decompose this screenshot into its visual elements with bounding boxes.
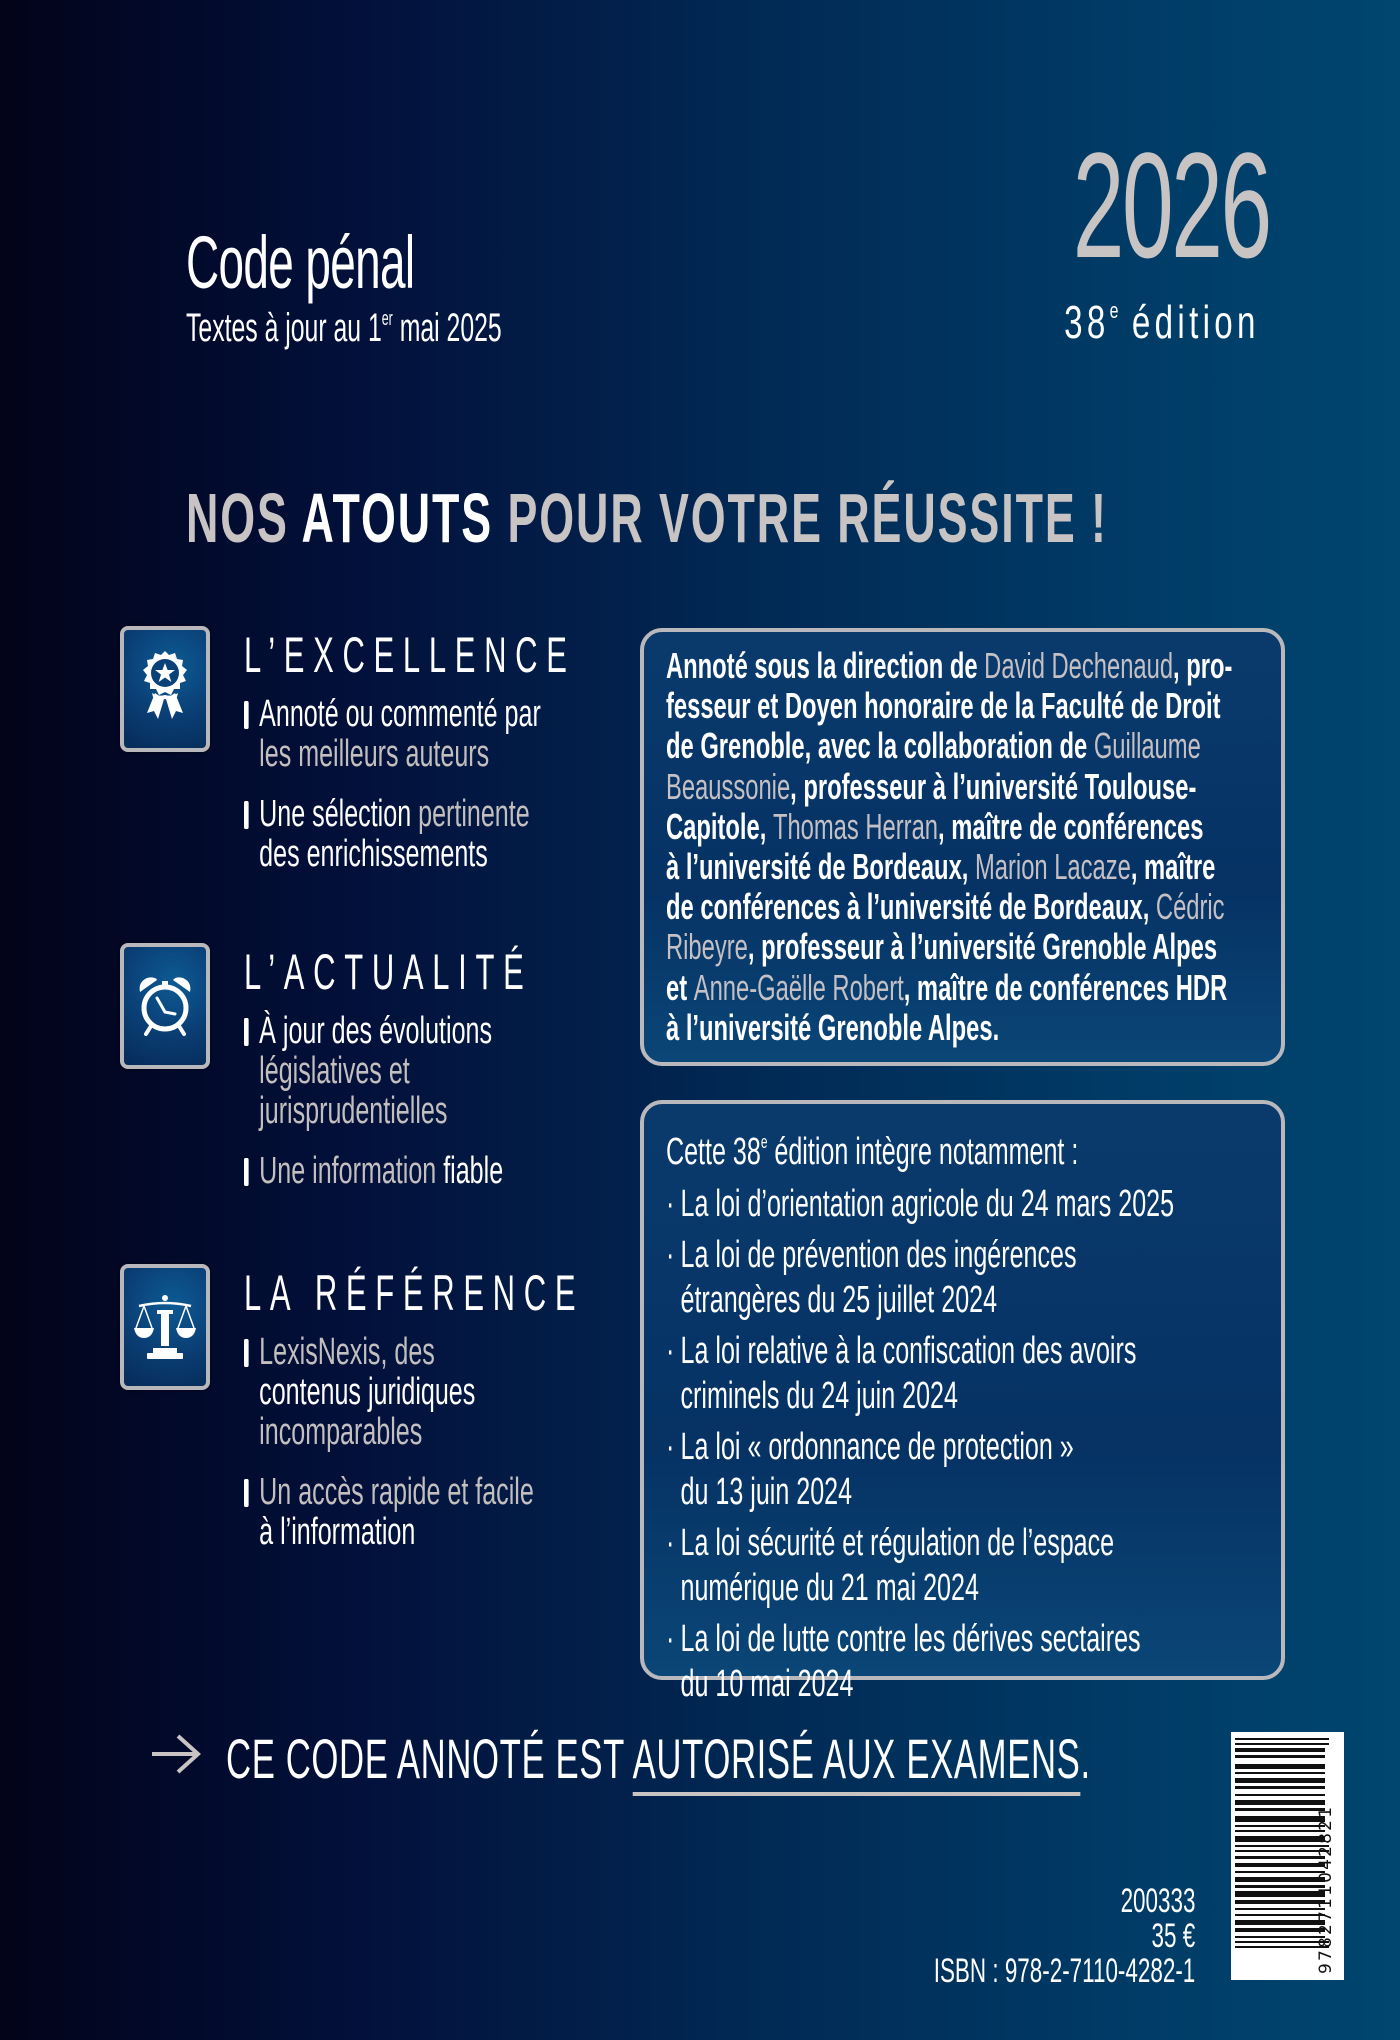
authors-line (666, 807, 1232, 847)
bullet-text: Une sélection (259, 793, 419, 835)
authors-text (666, 646, 1232, 1048)
bullet-text: Un accès rapide et facile (259, 1471, 534, 1513)
text: et (666, 966, 694, 1008)
edition-item (666, 1617, 1174, 1707)
award-ribbon-icon (137, 649, 193, 729)
edition-text (666, 1120, 1174, 1707)
feature-title-excellence: L’EXCELLENCE (244, 627, 576, 683)
text: Annoté sous la direction de (666, 645, 985, 686)
bullet-dot: · (666, 1618, 675, 1660)
icon-box-reference (120, 1264, 210, 1390)
text: La loi de prévention des ingérences (680, 1234, 1077, 1276)
tagline-part1: NOS (186, 479, 302, 557)
authors-line (666, 686, 1232, 726)
text: La loi de lutte contre les dérives sectaires (680, 1618, 1141, 1660)
product-isbn: ISBN : 978-2-7110-4282-1 (933, 1952, 1195, 1990)
feature-bullet (244, 1332, 475, 1452)
product-code: 200333 (1120, 1882, 1195, 1920)
bullet-text: À jour des évolutions (259, 1010, 493, 1052)
edition-label (1064, 295, 1260, 349)
barcode-digits: 9782711042821 (1316, 1804, 1336, 1974)
subtitle-suffix: mai 2025 (392, 306, 502, 350)
subtitle-sup: er (381, 308, 393, 330)
author-name: Thomas Herran (772, 805, 939, 847)
edition-number: 38 (1064, 296, 1110, 348)
edition-item (666, 1521, 1174, 1611)
text: numérique du 21 mai 2024 (680, 1567, 979, 1609)
bullet-text: les meilleurs auteurs (259, 733, 490, 775)
bullet-text: LexisNexis, des (259, 1331, 435, 1373)
edition-sup: e (1109, 298, 1119, 323)
edition-intro (666, 1120, 1174, 1175)
feature-title-actualite: L’ACTUALITÉ (244, 944, 533, 1000)
author-name: Ribeyre (666, 926, 748, 968)
exam-notice-underlined: AUTORISÉ AUX EXAMENS (633, 1727, 1081, 1796)
author-name: Marion Lacaze (974, 846, 1131, 888)
barcode-icon (1231, 1732, 1344, 1980)
feature-actualite (120, 943, 620, 1203)
text: du 13 juin 2024 (680, 1471, 853, 1513)
bullet-text: Annoté ou commenté par (259, 693, 541, 735)
tagline (186, 478, 1108, 558)
text: , professeur à l’université Grenoble Alpes (747, 926, 1218, 968)
bullet-bar (244, 1339, 249, 1367)
author-name: Guillaume (1093, 725, 1201, 767)
tagline-part2: POUR VOTRE RÉUSSITE ! (493, 479, 1108, 557)
feature-title-reference: LA RÉFÉRENCE (244, 1265, 585, 1321)
text: à l’université de Bordeaux, (666, 846, 975, 888)
authors-line (666, 1008, 1232, 1048)
text: e (760, 1132, 768, 1152)
product-price: 35 € (1151, 1917, 1195, 1955)
text: du 10 mai 2024 (680, 1663, 854, 1705)
edition-year: 2026 (1073, 121, 1270, 289)
authors-line (666, 767, 1232, 807)
bullet-dot: · (666, 1522, 675, 1564)
text: de Grenoble, avec la collaboration de (666, 725, 1094, 767)
icon-box-actualite (120, 943, 210, 1069)
author-name: Anne-Gaëlle Robert (693, 966, 904, 1008)
bullet-dot: · (666, 1234, 675, 1276)
text: La loi relative à la confiscation des avoirs (680, 1330, 1137, 1372)
authors-line (666, 968, 1232, 1008)
text: étrangères du 25 juillet 2024 (680, 1279, 998, 1321)
feature-bullet (244, 1011, 492, 1131)
bullet-text: des enrichissements (259, 833, 488, 875)
edition-box (640, 1100, 1285, 1705)
scales-of-justice-icon (133, 1292, 197, 1362)
text: , maître de conférences HDR (903, 966, 1228, 1008)
authors-line (666, 927, 1232, 967)
alarm-clock-icon (137, 974, 193, 1038)
bullet-dot: · (666, 1183, 675, 1225)
text: , professeur à l’université Toulouse- (790, 765, 1197, 807)
bullet-bar (244, 1158, 249, 1186)
bullet-bar (244, 1018, 249, 1046)
authors-line (666, 726, 1232, 766)
text: , maître (1130, 846, 1216, 888)
feature-bullet (244, 694, 541, 774)
text: Cette 38 (666, 1131, 761, 1173)
bullet-bar (244, 801, 249, 829)
bullet-dot: · (666, 1426, 675, 1468)
bullet-bar (244, 1479, 249, 1507)
bullet-text: incomparables (259, 1411, 423, 1453)
authors-line (666, 887, 1232, 927)
feature-reference (120, 1264, 620, 1554)
icon-box-excellence (120, 626, 210, 752)
tagline-highlight: ATOUTS (301, 479, 494, 557)
text: , maître de conférences (938, 805, 1204, 847)
bullet-text: pertinente (418, 793, 530, 835)
authors-line (666, 646, 1232, 686)
barcode (1231, 1732, 1344, 1980)
text: La loi « ordonnance de protection » (680, 1426, 1074, 1468)
bullet-dot: · (666, 1330, 675, 1372)
book-subtitle (186, 306, 502, 351)
edition-text: édition (1118, 296, 1260, 348)
text: édition intègre notamment : (767, 1131, 1079, 1173)
authors-box (640, 628, 1285, 1066)
book-title: Code pénal (186, 221, 415, 304)
feature-bullet (244, 794, 530, 874)
text: criminels du 24 juin 2024 (680, 1375, 958, 1417)
text: Capitole, (666, 805, 773, 847)
subtitle-prefix: Textes à jour au 1 (186, 306, 382, 350)
text: , pro- (1173, 645, 1233, 686)
bullet-text: Une information (259, 1150, 444, 1192)
text: . (1080, 1727, 1091, 1790)
text: La loi d’orientation agricole du 24 mars 2025 (680, 1183, 1175, 1225)
text: La loi sécurité et régulation de l’espace (680, 1522, 1115, 1564)
text: fesseur et Doyen honoraire de la Faculté de Droit (666, 685, 1221, 727)
author-name: David Dechenaud (984, 645, 1174, 686)
edition-item (666, 1329, 1174, 1419)
authors-line (666, 847, 1232, 887)
bullet-bar (244, 701, 249, 729)
bullet-text: à l’information (259, 1511, 416, 1553)
edition-item (666, 1233, 1174, 1323)
bullet-text: fiable (443, 1150, 504, 1192)
feature-bullet (244, 1151, 503, 1191)
feature-excellence (120, 626, 620, 876)
exam-notice (226, 1726, 1091, 1791)
bullet-text: contenus juridiques (259, 1371, 476, 1413)
author-name: Beaussonie (666, 765, 791, 807)
bullet-text: législatives et (259, 1050, 410, 1092)
bullet-text: jurisprudentielles (259, 1090, 448, 1132)
arrow-right-icon (150, 1732, 202, 1776)
text: CE CODE ANNOTÉ EST (226, 1727, 633, 1790)
text: de conférences à l’université de Bordeaux, (666, 886, 1156, 928)
author-name: Cédric (1155, 886, 1225, 928)
edition-item (666, 1425, 1174, 1515)
feature-bullet (244, 1472, 534, 1552)
edition-item (666, 1182, 1174, 1227)
text: à l’université Grenoble Alpes. (666, 1006, 1000, 1048)
